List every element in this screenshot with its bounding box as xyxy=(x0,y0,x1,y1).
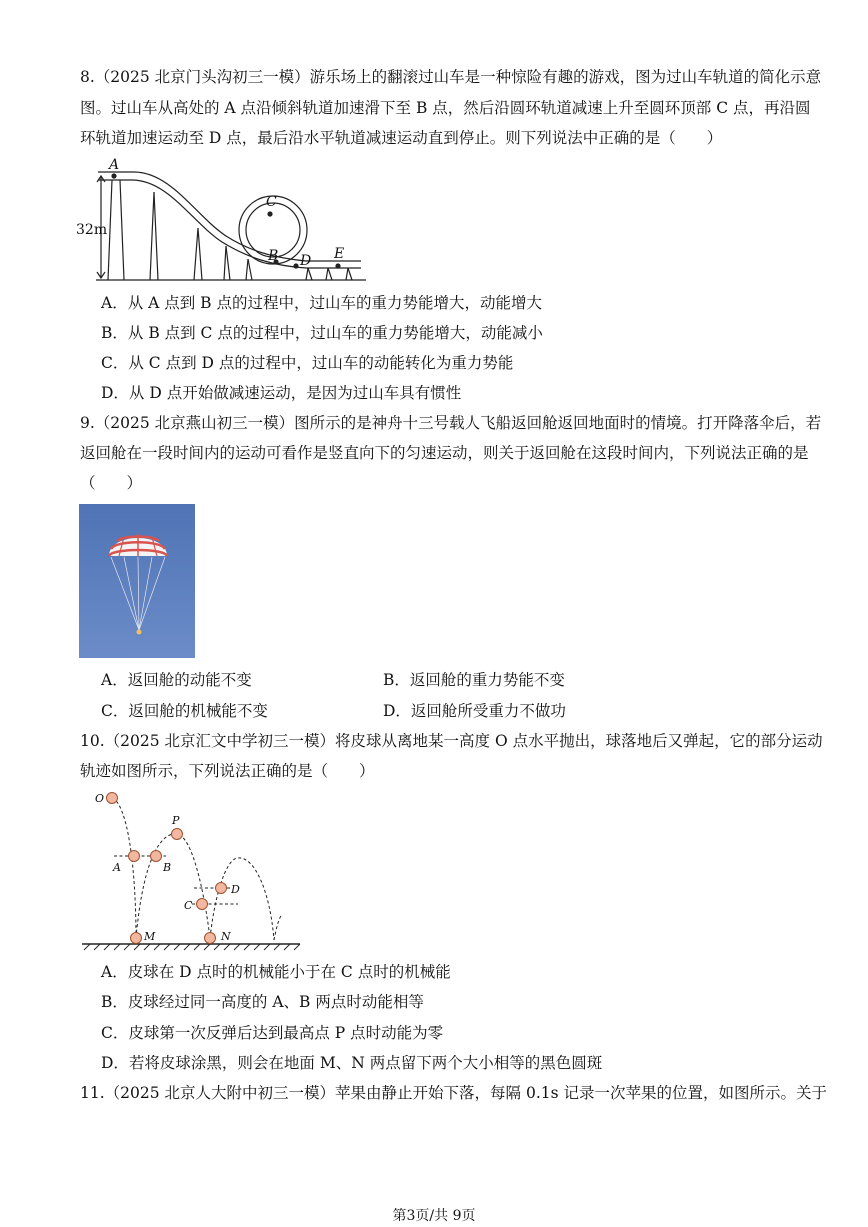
q9-option-c: C．返回舱的机械能不变 xyxy=(101,702,268,720)
q8-option-a: A．从 A 点到 B 点的过程中，过山车的重力势能增大，动能增大 xyxy=(101,294,542,312)
page-footer: 第3页/共 9页 xyxy=(392,1208,476,1224)
height-label: 32m xyxy=(76,222,108,238)
point-label-c: C xyxy=(266,194,277,210)
q10-text-line-1: 10.（2025 北京汇文中学初三一模）将皮球从离地某一高度 O 点水平抛出，球落地后又弹起，它的部分运动 xyxy=(80,732,823,750)
q8-text-line-2: 图。过山车从高处的 A 点沿倾斜轨道加速滑下至 B 点，然后沿圆环轨道减速上升至圆环顶部 C 点，再沿圆 xyxy=(80,99,811,117)
point-label-d: D xyxy=(300,253,312,269)
ball-label-a: A xyxy=(113,861,121,874)
ball-label-p: P xyxy=(172,814,180,827)
ball-label-b: B xyxy=(163,861,172,874)
parachute-photo xyxy=(79,504,195,658)
ball-label-m: M xyxy=(144,930,156,943)
q10-text-line-2: 轨迹如图所示，下列说法正确的是（ ） xyxy=(80,762,375,780)
q9-option-d: D．返回舱所受重力不做功 xyxy=(383,702,566,720)
roller-coaster-figure xyxy=(76,156,368,286)
ball-label-o: O xyxy=(95,792,105,805)
q10-option-d: D．若将皮球涂黑，则会在地面 M、N 两点留下两个大小相等的黑色圆斑 xyxy=(101,1054,603,1072)
q9-text-line-2: 返回舱在一段时间内的运动可看作是竖直向下的匀速运动，则关于返回舱在这段时间内，下列说法正确的是 xyxy=(80,444,809,462)
q8-option-c: C．从 C 点到 D 点的过程中，过山车的动能转化为重力势能 xyxy=(101,354,514,372)
ball-label-n: N xyxy=(221,930,231,943)
point-label-b: B xyxy=(268,248,279,264)
q8-text-line-1: 8.（2025 北京门头沟初三一模）游乐场上的翻滚过山车是一种惊险有趣的游戏，图为过山车轨道的简化示意 xyxy=(80,68,822,86)
q9-option-b: B．返回舱的重力势能不变 xyxy=(383,671,565,689)
q10-option-b: B．皮球经过同一高度的 A、B 两点时动能相等 xyxy=(101,993,424,1011)
q11-text-line-1: 11.（2025 北京人大附中初三一模）苹果由静止开始下落，每隔 0.1s 记录一次苹果的位置，如图所示。关于 xyxy=(80,1084,827,1102)
q8-text-line-3: 环轨道加速运动至 D 点，最后沿水平轨道减速运动直到停止。则下列说法中正确的是（ ） xyxy=(80,129,723,147)
point-label-e: E xyxy=(334,246,345,262)
q8-option-d: D．从 D 点开始做减速运动，是因为过山车具有惯性 xyxy=(101,384,462,402)
point-label-a: A xyxy=(109,157,120,173)
ball-label-c: C xyxy=(184,899,193,912)
q8-option-b: B．从 B 点到 C 点的过程中，过山车的重力势能增大，动能减小 xyxy=(101,324,543,342)
q9-text-line-3: （ ） xyxy=(80,474,143,492)
q9-text-line-1: 9.（2025 北京燕山初三一模）图所示的是神舟十三号载人飞船返回舱返回地面时的情境。打开降落伞后，若 xyxy=(80,414,822,432)
q10-option-a: A．皮球在 D 点时的机械能小于在 C 点时的机械能 xyxy=(101,963,451,981)
ball-label-d: D xyxy=(231,883,240,896)
q9-option-a: A．返回舱的动能不变 xyxy=(101,671,252,689)
q10-option-c: C．皮球第一次反弹后达到最高点 P 点时动能为零 xyxy=(101,1024,444,1042)
bouncing-ball-figure xyxy=(80,790,304,952)
